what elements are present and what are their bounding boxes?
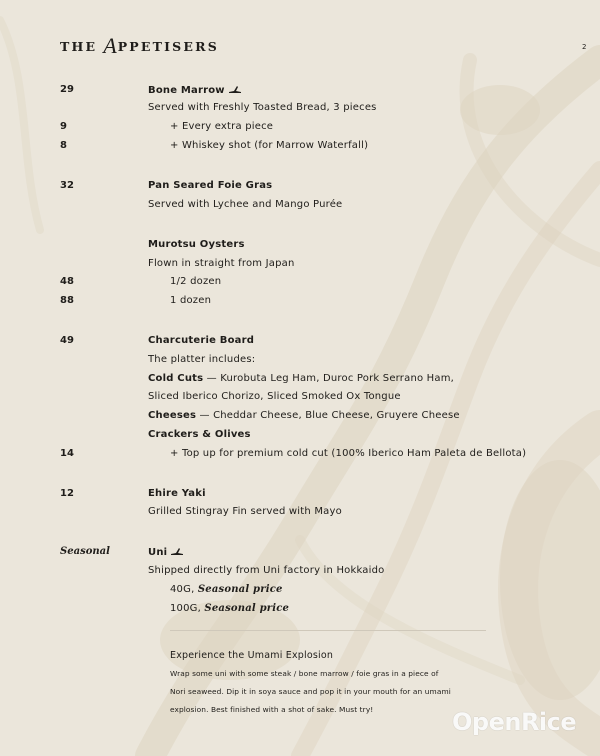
foie-gras-price: 32	[60, 180, 74, 191]
uni-option-price: Seasonal price	[197, 584, 283, 595]
uni-option-price: Seasonal price	[204, 603, 290, 614]
cheeses-line	[148, 410, 460, 421]
cheeses-text: — Cheddar Cheese, Blue Cheese, Gruyere Cheese	[196, 410, 460, 421]
charcuterie-name: Charcuterie Board	[148, 335, 255, 346]
title-initial: A	[103, 33, 117, 58]
bone-marrow-desc: Served with Freshly Toasted Bread, 3 pieces	[148, 102, 377, 113]
divider	[170, 630, 486, 631]
cheeses-label: Cheeses	[148, 410, 197, 421]
topup-label: + Top up for premium cold cut (100% Iberico Ham Paleta de Bellota)	[170, 448, 527, 459]
uni-price: Seasonal	[60, 546, 110, 557]
oyster-option-price: 48	[60, 276, 74, 287]
bone-marrow-price: 29	[60, 84, 74, 95]
cold-cuts-label: Cold Cuts	[148, 373, 204, 384]
foie-gras-name: Pan Seared Foie Gras	[148, 180, 273, 191]
note-line: Wrap some uni with some steak / bone marrow / foie gras in a piece of	[170, 669, 439, 678]
title-prefix: THE	[60, 39, 98, 54]
oyster-option-label: 1 dozen	[170, 295, 212, 306]
cold-cuts-text: — Kurobuta Leg Ham, Duroc Pork Serrano Ham,	[203, 373, 455, 384]
page-title	[60, 33, 219, 59]
note-title: Experience the Umami Explosion	[170, 650, 334, 661]
ehire-desc: Grilled Stingray Fin served with Mayo	[148, 506, 342, 517]
oyster-option-label: 1/2 dozen	[170, 276, 222, 287]
addon-label: + Every extra piece	[170, 121, 274, 132]
bird-icon	[170, 546, 184, 556]
addon-label: + Whiskey shot (for Marrow Waterfall)	[170, 140, 369, 151]
note-line: explosion. Best finished with a shot of sake. Must try!	[170, 705, 374, 714]
cold-cuts-line-2: Sliced Iberico Chorizo, Sliced Smoked Ox Tongue	[148, 391, 401, 402]
foie-gras-desc: Served with Lychee and Mango Purée	[148, 199, 343, 210]
uni-name-text: Uni	[148, 547, 168, 558]
addon-price: 9	[60, 121, 67, 132]
bone-marrow-name-text: Bone Marrow	[148, 85, 225, 96]
oysters-name: Murotsu Oysters	[148, 239, 245, 250]
page-number: 2	[582, 43, 587, 51]
uni-option	[170, 603, 289, 614]
cold-cuts-line	[148, 373, 454, 384]
addon-price: 8	[60, 140, 67, 151]
charcuterie-desc: The platter includes:	[148, 354, 256, 365]
bird-icon	[228, 84, 242, 94]
title-rest: PPETISERS	[117, 39, 219, 54]
oyster-option-price: 88	[60, 295, 74, 306]
uni-option	[170, 584, 283, 595]
uni-name	[148, 546, 184, 558]
openrice-watermark: OpenRice	[452, 708, 577, 736]
topup-price: 14	[60, 448, 74, 459]
uni-desc: Shipped directly from Uni factory in Hokkaido	[148, 565, 385, 576]
charcuterie-price: 49	[60, 335, 74, 346]
oysters-desc: Flown in straight from Japan	[148, 258, 295, 269]
ehire-name: Ehire Yaki	[148, 488, 206, 499]
bone-marrow-name	[148, 84, 242, 96]
uni-option-size: 100G,	[170, 603, 205, 614]
uni-option-size: 40G,	[170, 584, 198, 595]
note-line: Nori seaweed. Dip it in soya sauce and pop it in your mouth for an umami	[170, 687, 451, 696]
crackers-line: Crackers & Olives	[148, 429, 251, 440]
ehire-price: 12	[60, 488, 74, 499]
